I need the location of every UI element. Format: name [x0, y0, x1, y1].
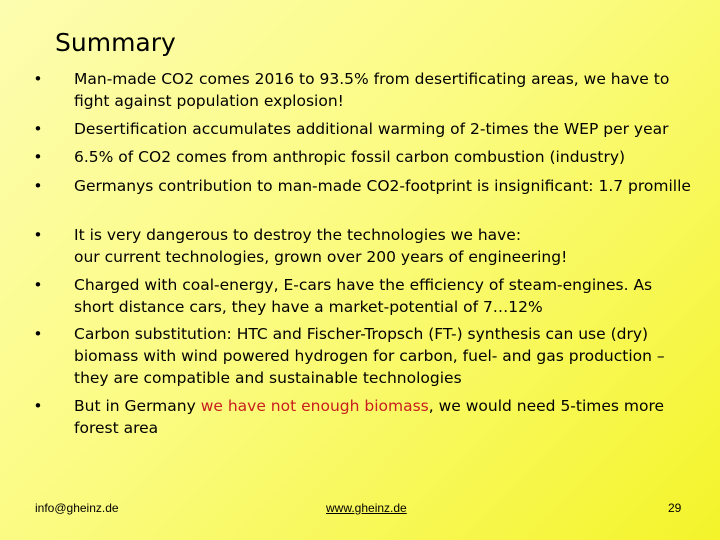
bullet-text-line-1: It is very dangerous to destroy the technologies we have: [74, 226, 522, 244]
footer-page-number: 29 [668, 501, 682, 515]
footer-website-link[interactable]: www.gheinz.de [326, 501, 407, 515]
bullet-text-after: , we would need 5-times more forest area [74, 397, 665, 437]
bullet-text-line-2: our current technologies, grown over 200 years of engineering! [74, 248, 568, 266]
bullet-item [33, 224, 696, 268]
bullet-highlight-text: we have not enough biomass [200, 397, 429, 415]
bullet-icon: • [33, 177, 43, 195]
bullet-text: Carbon substitution: HTC and Fischer-Tropsch (FT-) synthesis can use (dry) biomass with wind powered hydrogen for carbon, fuel- and gas production – they are compatible and sustainable technologies [74, 325, 665, 387]
bullet-item [33, 395, 696, 439]
bullet-item [33, 175, 696, 197]
bullet-icon: • [33, 397, 43, 415]
bullet-icon: • [33, 325, 43, 343]
bullet-text: Charged with coal-energy, E-cars have the efficiency of steam-engines. As short distance cars, they have a market-potential of 7…12% [74, 276, 653, 316]
bullet-item [33, 118, 696, 140]
bullet-icon: • [33, 70, 43, 88]
bullet-icon: • [33, 226, 43, 244]
bullet-item [33, 68, 696, 112]
bullet-item [33, 146, 696, 168]
slide-title: Summary [55, 28, 176, 57]
bullet-text: Desertification accumulates additional warming of 2-times the WEP per year [74, 120, 669, 138]
bullet-icon: • [33, 120, 43, 138]
bullet-text-before: But in Germany [74, 397, 201, 415]
bullet-text: Germanys contribution to man-made CO2-footprint is insignificant: 1.7 promille [74, 177, 691, 195]
bullet-item [33, 274, 696, 318]
bullet-text: Man-made CO2 comes 2016 to 93.5% from desertificating areas, we have to fight against population explosion! [74, 70, 670, 110]
bullet-icon: • [33, 148, 43, 166]
footer-email: info@gheinz.de [35, 501, 119, 515]
bullet-icon: • [33, 276, 43, 294]
bullet-item [33, 323, 696, 389]
bullet-text: 6.5% of CO2 comes from anthropic fossil carbon combustion (industry) [74, 148, 626, 166]
